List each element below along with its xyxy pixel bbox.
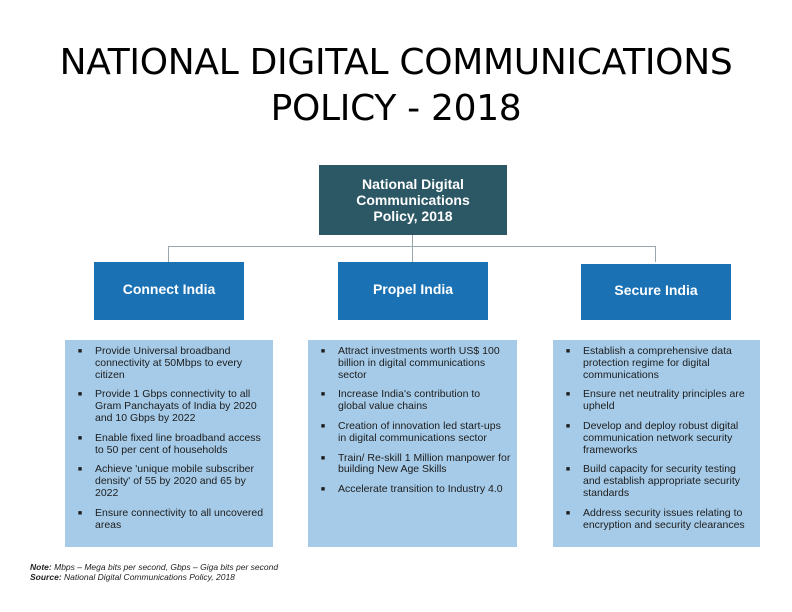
detail-connect-india [65, 340, 273, 547]
list-item: ■ Train/ Re-skill 1 Million manpower for building New Age Skills [308, 453, 511, 477]
list-item: ■ Attract investments worth US$ 100 billion in digital communications sector [308, 346, 511, 381]
title-line-2: POLICY - 2018 [270, 88, 522, 129]
pillar-label: Propel India [372, 281, 454, 297]
list-item: ■ Develop and deploy robust digital communication network security frameworks [553, 421, 754, 456]
list-item: ■ Provide Universal broadband connectivity at 50Mbps to every citizen [65, 346, 267, 381]
slide-title [0, 40, 792, 132]
bullet-icon: ■ [320, 348, 326, 355]
bullet-icon: ■ [77, 391, 83, 399]
bullet-icon: ■ [565, 466, 571, 474]
root-node [319, 165, 507, 235]
bullet-icon: ■ [77, 348, 83, 355]
root-label: National Digital Communications Policy, 2018 [356, 176, 470, 224]
list-item: ■ Ensure connectivity to all uncovered areas [65, 508, 267, 532]
footnote [30, 562, 300, 582]
bullet-icon: ■ [77, 509, 83, 517]
connector-propel-india [412, 246, 413, 262]
list-item: ■ Accelerate transition to Industry 4.0 [308, 484, 511, 496]
title-line-1: NATIONAL DIGITAL COMMUNICATIONS [59, 42, 733, 83]
bullet-icon: ■ [77, 466, 83, 474]
detail-propel-india [308, 340, 517, 547]
pillar-secure-india [581, 264, 731, 320]
bullet-icon: ■ [320, 486, 326, 494]
bullet-icon: ■ [565, 422, 571, 430]
connector-connect-india [168, 246, 169, 262]
list-item: ■ Increase India's contribution to global value chains [308, 389, 511, 413]
list-item: ■ Provide 1 Gbps connectivity to all Gram Panchayats of India by 2020 and 10 Gbps by 2022 [65, 389, 267, 424]
footnote-source: Source: National Digital Communications Policy, 2018 [30, 572, 235, 582]
bullet-icon: ■ [77, 434, 83, 442]
connector-secure-india [655, 246, 656, 262]
list-item: ■ Establish a comprehensive data protection regime for digital communications [553, 346, 754, 381]
list-item: ■ Build capacity for security testing and establish appropriate security standards [553, 464, 754, 499]
footnote-note: Note: Mbps – Mega bits per second, Gbps – Giga bits per second [30, 562, 279, 572]
detail-secure-india [553, 340, 760, 547]
bullet-icon: ■ [320, 454, 326, 462]
list-item: ■ Enable fixed line broadband access to 50 per cent of households [65, 433, 267, 457]
list-item: ■ Address security issues relating to encryption and security clearances [553, 508, 754, 532]
pillar-label: Secure India [614, 282, 698, 298]
bullet-icon: ■ [320, 391, 326, 399]
bullet-icon: ■ [565, 348, 571, 355]
pillar-propel-india [338, 262, 488, 320]
bullet-icon: ■ [565, 509, 571, 517]
list-item: ■ Ensure net neutrality principles are upheld [553, 389, 754, 413]
list-item: ■ Creation of innovation led start-ups in digital communications sector [308, 421, 511, 445]
bullet-icon: ■ [565, 391, 571, 399]
bullet-icon: ■ [320, 422, 326, 430]
pillar-label: Connect India [122, 281, 216, 297]
pillar-connect-india [94, 262, 244, 320]
list-item: ■ Achieve 'unique mobile subscriber density' of 55 by 2020 and 65 by 2022 [65, 464, 267, 499]
